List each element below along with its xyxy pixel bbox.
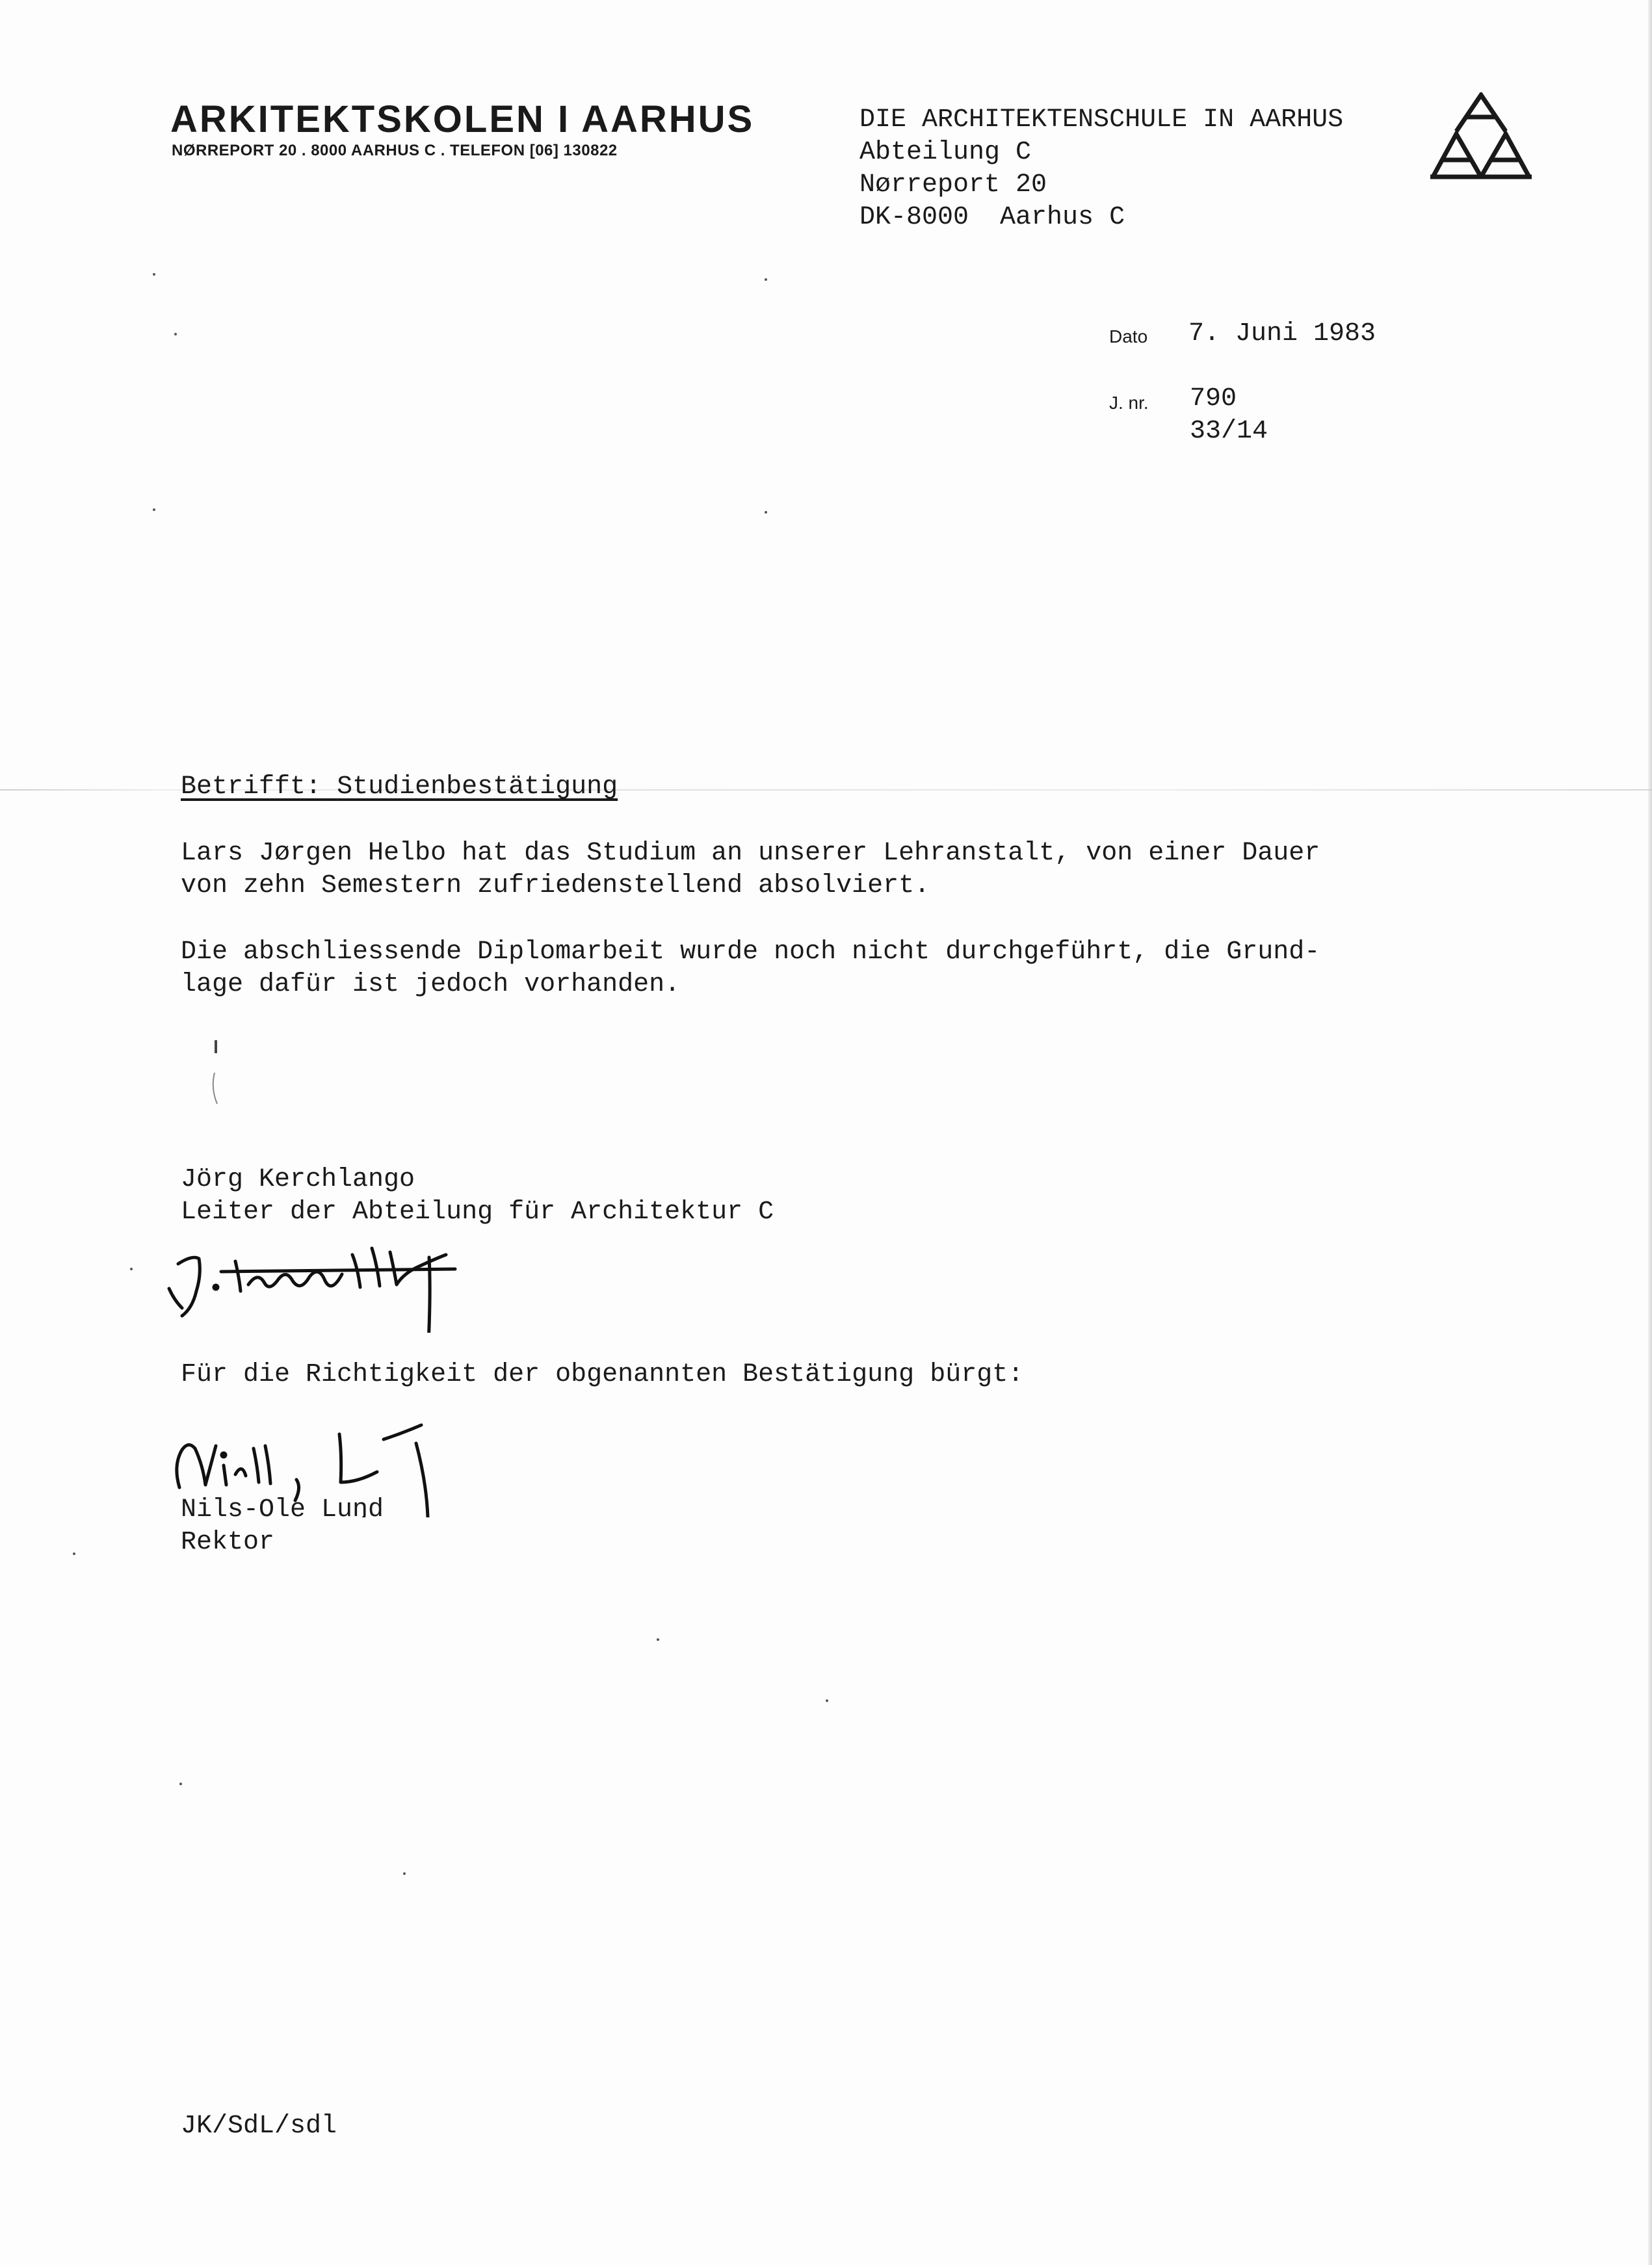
signatory-title: Rektor [181, 1528, 275, 1557]
subject-text: Studienbestätigung [337, 772, 618, 802]
signatory-block [181, 1494, 384, 1559]
body-paragraph [181, 936, 1320, 1001]
subject-label: Betrifft: [181, 772, 322, 802]
subject-line [181, 772, 618, 802]
body-paragraph [181, 837, 1320, 902]
body-line: Die abschliessende Diplomarbeit wurde noch nicht durchgeführt, die Grund- [181, 937, 1320, 967]
scan-speck [657, 1638, 659, 1641]
scan-speck [73, 1552, 75, 1555]
journal-label: J. nr. [1109, 393, 1149, 413]
school-address: NØRREPORT 20 . 8000 AARHUS C . TELEFON [06] 130822 [172, 142, 618, 159]
scan-speck [179, 1783, 182, 1785]
signatory-name: Nils-Ole Lund [181, 1495, 384, 1525]
scan-speck [765, 511, 767, 514]
scan-speck [765, 278, 767, 281]
scan-speck [403, 1872, 406, 1875]
certification-text: Für die Richtigkeit der obgenannten Bestätigung bürgt: [181, 1360, 1024, 1389]
school-name: ARKITEKTSKOLEN I AARHUS [170, 98, 755, 140]
recipient-line: DK-8000 Aarhus C [859, 203, 1125, 232]
body-line: von zehn Semestern zufriedenstellend absolviert. [181, 871, 930, 900]
date-label: Dato [1109, 326, 1148, 347]
body-line: lage dafür ist jedoch vorhanden. [181, 970, 681, 999]
scan-speck [153, 508, 155, 511]
scan-speck [130, 1268, 133, 1270]
date-value: 7. Juni 1983 [1188, 319, 1376, 348]
recipient-address [859, 104, 1343, 234]
scan-speck [174, 333, 177, 335]
signatory-name: Jörg Kerchlango [181, 1165, 415, 1194]
handwritten-signature-kerchlango [163, 1229, 475, 1333]
body-line: Lars Jørgen Helbo hat das Studium an unserer Lehranstalt, von einer Dauer [181, 839, 1320, 868]
recipient-line: Abteilung C [859, 138, 1032, 167]
paper-edge [1648, 0, 1652, 2265]
signatory-title: Leiter der Abteilung für Architektur C [181, 1198, 774, 1227]
signatory-block [181, 1164, 774, 1229]
reference-initials: JK/SdL/sdl [181, 2112, 337, 2141]
aaa-triangle-logo-icon [1430, 92, 1532, 181]
scan-speck [153, 273, 155, 276]
journal-number: 33/14 [1190, 417, 1268, 446]
scan-speck [826, 1699, 828, 1702]
journal-number: 790 [1190, 384, 1237, 413]
pen-mark [205, 1038, 225, 1109]
recipient-line: DIE ARCHITEKTENSCHULE IN AARHUS [859, 105, 1344, 135]
recipient-line: Nørreport 20 [859, 170, 1047, 200]
